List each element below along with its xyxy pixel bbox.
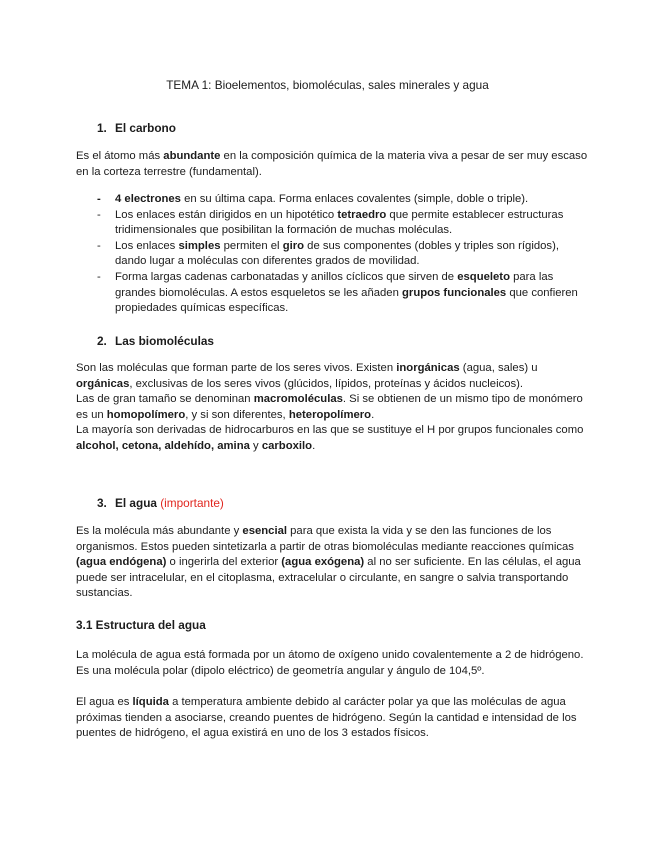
text: en la composición química de la materia viva a pesar de ser muy escaso en la corteza terrestre (fundamental).	[76, 150, 588, 178]
text: para las grandes biomoléculas. A estos esqueletos se les añaden	[115, 270, 554, 299]
text: Es la molécula más abundante y	[76, 525, 243, 537]
list-item	[97, 239, 589, 270]
text: , exclusivas de los seres vivos (glúcidos, lípidos, proteínas y ácidos nucleicos).	[129, 377, 524, 390]
text: en su última capa. Forma enlaces covalentes (simple, doble o triple).	[180, 193, 529, 205]
bold-text: orgánicas	[76, 377, 130, 390]
section-heading-biomoleculas	[97, 333, 214, 349]
text: .	[371, 408, 375, 421]
paragraph-liquida	[76, 695, 588, 742]
text: , y si son diferentes,	[185, 408, 289, 421]
bold-text: inorgánicas	[396, 362, 460, 374]
text: al no ser suficiente. En las células, el agua puede ser intracelular, en el citoplasma, extracelular o circulante, en sangre o salvia transportando sustancias.	[76, 556, 581, 600]
bold-text: giro	[282, 239, 305, 252]
bold-text: esencial	[242, 525, 288, 537]
paragraph-agua-intro	[76, 524, 588, 602]
carbono-bullet-list	[97, 192, 589, 317]
section-number: 1.	[97, 121, 107, 135]
text: Forma largas cadenas carbonatadas y anillos cíclicos que sirven de	[115, 270, 458, 283]
bold-text: líquida	[132, 696, 169, 708]
text: Son las moléculas que forman parte de los seres vivos. Existen	[76, 362, 397, 374]
section-heading-agua	[97, 495, 224, 511]
text: Las de gran tamaño se denominan	[76, 393, 254, 406]
bold-text: alcohol, cetona, aldehído, amina	[76, 439, 250, 452]
bold-text: homopolímero	[106, 408, 186, 421]
paragraph-line	[76, 392, 588, 423]
text: y	[249, 439, 262, 452]
paragraph-carbono-intro	[76, 149, 588, 180]
paragraph-line	[76, 423, 588, 454]
text: que permite establecer estructuras tridimensionales que posibilitan la formación de muchas moléculas.	[115, 208, 564, 237]
paragraph-biomoleculas	[76, 361, 588, 455]
bold-text: esqueleto	[457, 270, 510, 283]
bold-text: macromoléculas	[253, 393, 343, 406]
bold-text: abundante	[163, 150, 221, 162]
subsection-heading: 3.1 Estructura del agua	[76, 618, 206, 632]
text: .	[312, 439, 316, 452]
section-title: Las biomoléculas	[115, 334, 214, 348]
section-heading-carbono	[97, 120, 176, 136]
text: . Si se obtienen de un mismo tipo de monómero es un	[76, 393, 583, 421]
bold-text: simples	[178, 239, 221, 252]
text: de sus componentes (dobles y triples son rígidos), dando lugar a moléculas con diferentes grados de movilidad.	[115, 239, 559, 268]
text: a temperatura ambiente debido al carácter polar ya que las moléculas de agua próximas tienden a asociarse, creando puentes de hidrógeno. Según la cantidad e intensidad de los puentes de hidrógeno, el agua existirá en uno de los 3 estados físicos.	[76, 696, 577, 740]
text: o ingerirla del exterior	[166, 556, 282, 569]
bold-text: (agua endógena)	[76, 556, 167, 569]
text: Los enlaces	[115, 239, 179, 252]
section-number: 3.	[97, 496, 107, 510]
text: El agua es	[76, 696, 133, 708]
bold-text: heteropolímero	[288, 408, 372, 421]
section-title: El carbono	[115, 121, 176, 135]
text: (agua, sales) u	[459, 362, 538, 374]
text: Los enlaces están dirigidos en un hipotético	[115, 208, 338, 221]
section-number: 2.	[97, 334, 107, 348]
bold-text: (agua exógena)	[281, 556, 365, 569]
list-item	[97, 208, 589, 239]
bold-text: tetraedro	[337, 208, 387, 221]
list-item	[97, 270, 589, 317]
text: para que exista la vida y se den las funciones de los organismos. Estos pueden sintetizarla a partir de otras biomoléculas mediante reacciones químicas	[76, 525, 574, 553]
document-title: TEMA 1: Bioelementos, biomoléculas, sales minerales y agua	[166, 78, 489, 92]
paragraph-line	[76, 361, 588, 392]
text: que confieren propiedades químicas específicas.	[115, 286, 578, 315]
bold-text: 4 electrones	[115, 193, 181, 205]
important-note: (importante)	[160, 496, 224, 510]
paragraph-estructura: La molécula de agua está formada por un átomo de oxígeno unido covalentemente a 2 de hidrógeno. Es una molécula polar (dipolo eléctrico) de geometría angular y ángulo de 104,5º.	[76, 649, 584, 677]
section-title: El agua	[115, 496, 157, 510]
bold-text: carboxilo	[261, 439, 313, 452]
text: La mayoría son derivadas de hidrocarburos en las que se sustituye el H por grupos funcionales como	[76, 424, 584, 437]
bold-text: grupos funcionales	[402, 286, 507, 299]
text: permiten el	[220, 239, 283, 252]
text: Es el átomo más	[76, 150, 164, 162]
list-item	[97, 192, 589, 208]
